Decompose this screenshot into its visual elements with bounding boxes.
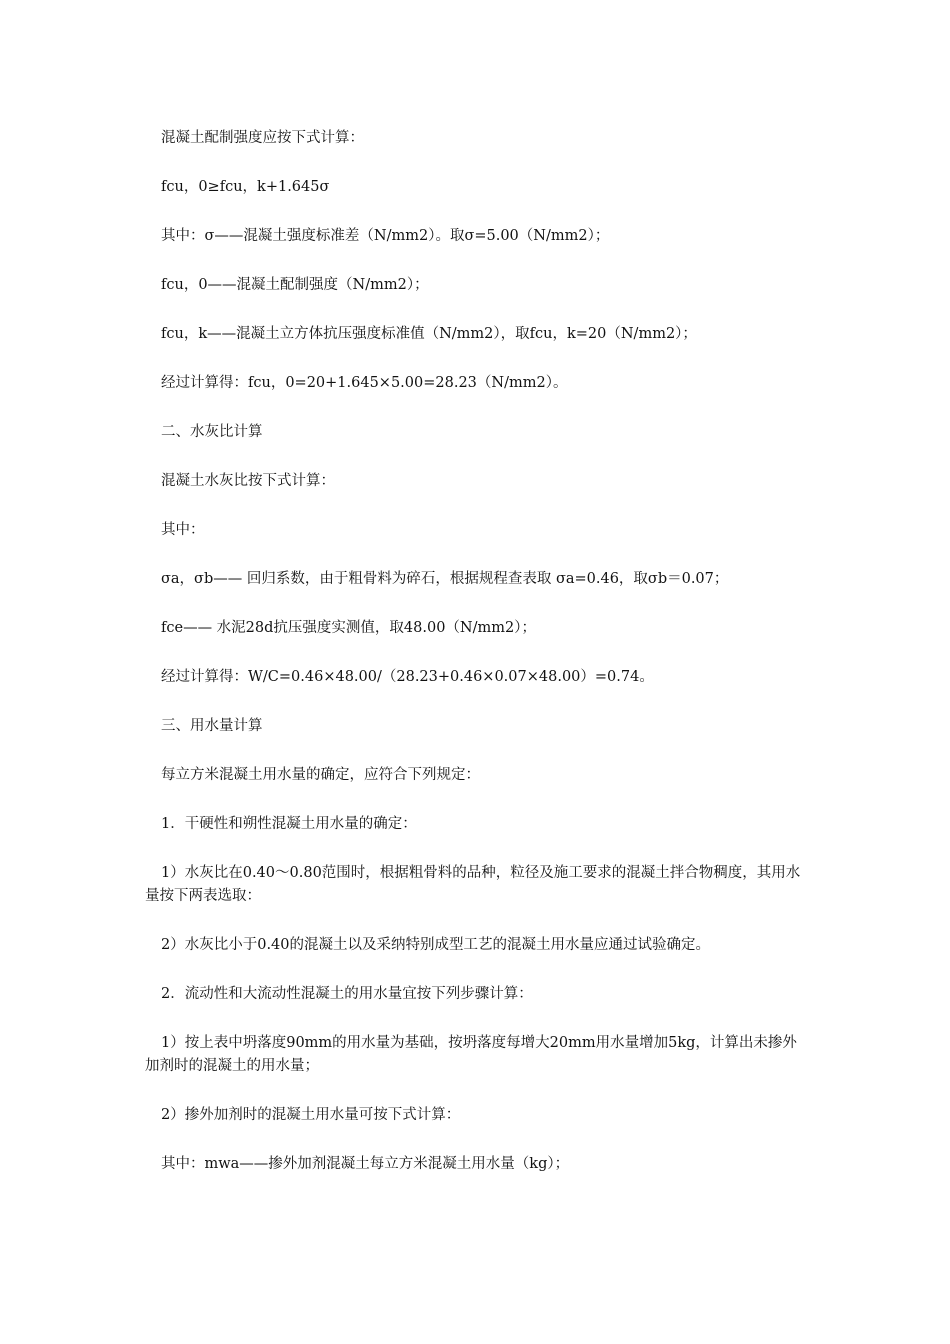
paragraph: fcu，0——混凝土配制强度（N/mm2）； (161, 277, 429, 293)
paragraph: 经过计算得：fcu，0=20+1.645×5.00=28.23（N/mm2）。 (161, 375, 568, 391)
paragraph: 混凝土配制强度应按下式计算： (161, 130, 364, 146)
document-body (145, 127, 805, 1202)
paragraph: 每立方米混凝土用水量的确定，应符合下列规定： (161, 767, 480, 783)
paragraph: 2）水灰比小于0.40的混凝土以及采纳特别成型工艺的混凝土用水量应通过试验确定。 (161, 937, 711, 953)
paragraph: 2）掺外加剂时的混凝土用水量可按下式计算： (161, 1107, 461, 1123)
paragraph: fce—— 水泥28d抗压强度实测值，取48.00（N/mm2）； (161, 620, 536, 636)
paragraph: 其中：mwa——掺外加剂混凝土每立方米混凝土用水量（kg）； (161, 1156, 570, 1172)
paragraph: 混凝土水灰比按下式计算： (161, 473, 335, 489)
paragraph: fcu，k——混凝土立方体抗压强度标准值（N/mm2），取fcu，k=20（N/mm2）； (161, 326, 697, 342)
paragraph: 1）按上表中坍落度90mm的用水量为基础，按坍落度每增大20mm用水量增加5kg，计算出未掺外加剂时的混凝土的用水量； (145, 1035, 797, 1074)
paragraph: 1．干硬性和朔性混凝土用水量的确定： (161, 816, 417, 832)
paragraph: fcu，0≥fcu，k+1.645σ (161, 179, 330, 195)
section-heading: 二、水灰比计算 (161, 424, 263, 440)
paragraph: 1）水灰比在0.40～0.80范围时，根据粗骨料的品种，粒径及施工要求的混凝土拌合物稠度，其用水量按下两表选取： (145, 865, 801, 904)
paragraph: 其中：σ——混凝土强度标准差（N/mm2）。取σ=5.00（N/mm2）； (161, 228, 610, 244)
paragraph: σa，σb—— 回归系数，由于粗骨料为碎石，根据规程查表取 σa=0.46，取σb＝0.07； (161, 571, 729, 587)
section-heading: 三、用水量计算 (161, 718, 263, 734)
paragraph: 经过计算得：W/C=0.46×48.00/（28.23+0.46×0.07×48.00）=0.74。 (161, 669, 654, 685)
paragraph: 其中： (161, 522, 205, 538)
paragraph: 2．流动性和大流动性混凝土的用水量宜按下列步骤计算： (161, 986, 533, 1002)
